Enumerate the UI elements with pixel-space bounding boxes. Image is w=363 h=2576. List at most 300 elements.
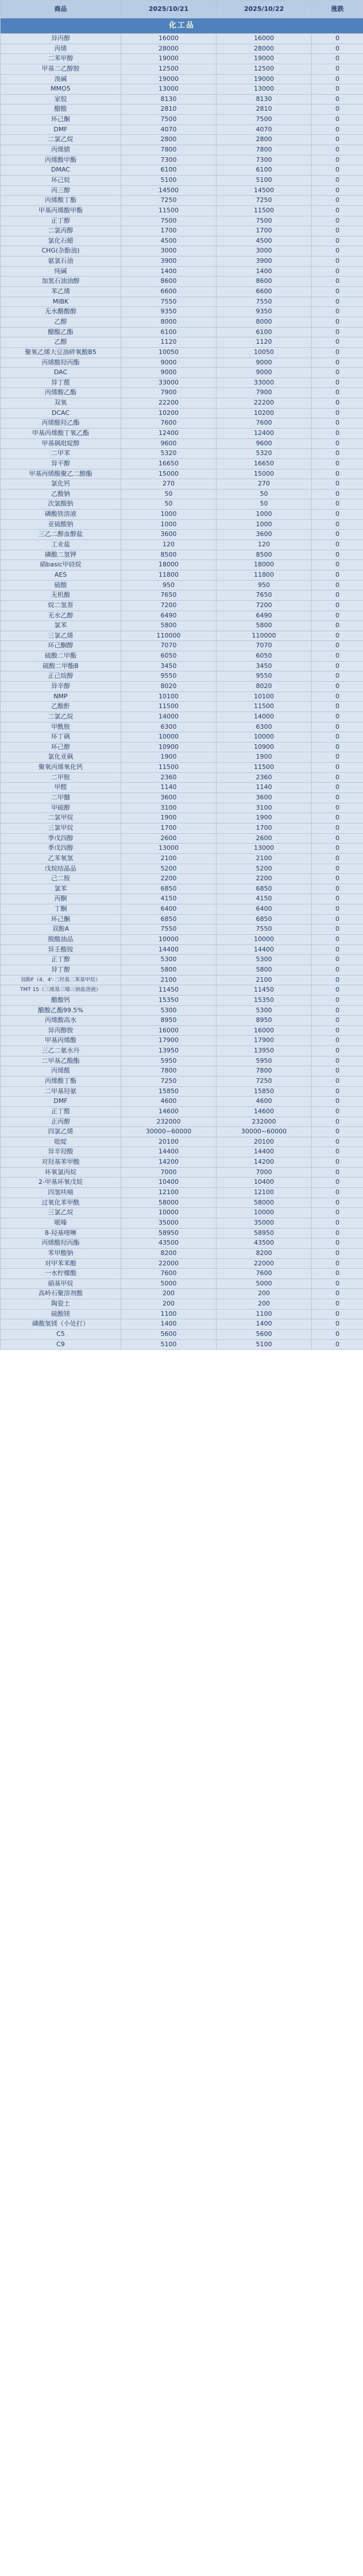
cell-price-day2: 1120 xyxy=(217,337,312,348)
cell-change: 0 xyxy=(312,277,363,287)
table-row xyxy=(1,155,363,165)
table-row xyxy=(1,975,363,985)
cell-price-day2: 270 xyxy=(217,479,312,489)
table-row xyxy=(1,813,363,823)
table-row xyxy=(1,185,363,196)
cell-product-name: 三氯乙烯 xyxy=(1,631,121,641)
cell-change: 0 xyxy=(312,165,363,176)
cell-product-name: 聚氧丙烯氧化钙 xyxy=(1,763,121,773)
cell-price-day1: 1000 xyxy=(121,519,217,530)
cell-change: 0 xyxy=(312,1330,363,1340)
cell-product-name: 乙酸钠 xyxy=(1,489,121,499)
cell-product-name: 甲基丙烯酸甲酯 xyxy=(1,205,121,216)
cell-product-name: 一水柠檬酸 xyxy=(1,1269,121,1279)
cell-change: 0 xyxy=(312,783,363,793)
table-row xyxy=(1,246,363,257)
table-row xyxy=(1,884,363,894)
header-date-1: 2025/10/21 xyxy=(121,1,217,18)
table-row xyxy=(1,277,363,287)
table-row xyxy=(1,874,363,884)
cell-change: 0 xyxy=(312,570,363,580)
table-row xyxy=(1,803,363,813)
cell-price-day2: 5800 xyxy=(217,621,312,631)
table-row xyxy=(1,449,363,459)
cell-product-name: CHG(杂酚油) xyxy=(1,246,121,257)
cell-price-day2: 6100 xyxy=(217,165,312,176)
cell-change: 0 xyxy=(312,600,363,611)
cell-price-day1: 17900 xyxy=(121,1036,217,1046)
cell-price-day1: 15000 xyxy=(121,469,217,479)
cell-price-day1: 6850 xyxy=(121,914,217,924)
cell-price-day1: 8020 xyxy=(121,682,217,692)
table-row xyxy=(1,1330,363,1340)
table-row xyxy=(1,1178,363,1188)
cell-product-name: 硫酸二甲酯 xyxy=(1,651,121,662)
cell-product-name: 丙三醇 xyxy=(1,185,121,196)
table-row xyxy=(1,570,363,580)
cell-change: 0 xyxy=(312,246,363,257)
cell-change: 0 xyxy=(312,631,363,641)
cell-product-name: 苯甲酸钠 xyxy=(1,1248,121,1258)
cell-product-name: 丙烯酸丁酯 xyxy=(1,1076,121,1086)
cell-price-day1: 9600 xyxy=(121,438,217,449)
cell-change: 0 xyxy=(312,1188,363,1198)
cell-price-day1: 5950 xyxy=(121,1056,217,1066)
table-row xyxy=(1,327,363,337)
cell-price-day2: 1900 xyxy=(217,813,312,823)
cell-product-name: 磷酸铁溶液 xyxy=(1,510,121,520)
table-row xyxy=(1,236,363,246)
cell-product-name: DCAC xyxy=(1,408,121,418)
cell-price-day2: 5300 xyxy=(217,1005,312,1016)
cell-price-day2: 2200 xyxy=(217,874,312,884)
cell-price-day1: 3100 xyxy=(121,803,217,813)
cell-product-name: 氯化石蜡 xyxy=(1,236,121,246)
cell-change: 0 xyxy=(312,1178,363,1188)
cell-change: 0 xyxy=(312,317,363,327)
cell-change: 0 xyxy=(312,763,363,773)
cell-price-day1: 11500 xyxy=(121,702,217,712)
cell-product-name: 二甲醚 xyxy=(1,793,121,803)
cell-product-name: 二氯丙醇 xyxy=(1,226,121,236)
cell-product-name: TMT 15（三巯基三嗪三钠盐溶液） xyxy=(1,985,121,996)
cell-product-name: 溴碱 xyxy=(1,74,121,84)
cell-change: 0 xyxy=(312,358,363,368)
cell-price-day2: 28000 xyxy=(217,44,312,54)
cell-product-name: 硫酸二甲酯B xyxy=(1,661,121,671)
table-row xyxy=(1,1228,363,1238)
table-row xyxy=(1,135,363,145)
table-row xyxy=(1,287,363,297)
cell-product-name: 烷二氢萘 xyxy=(1,600,121,611)
cell-price-day2: 5320 xyxy=(217,449,312,459)
cell-change: 0 xyxy=(312,1279,363,1289)
cell-price-day2: 950 xyxy=(217,580,312,590)
cell-price-day2: 9000 xyxy=(217,358,312,368)
cell-price-day1: 2100 xyxy=(121,975,217,985)
cell-change: 0 xyxy=(312,1016,363,1026)
cell-price-day1: 8130 xyxy=(121,94,217,104)
cell-price-day1: 16650 xyxy=(121,459,217,469)
cell-product-name: 磷酸氢镁（小处打） xyxy=(1,1319,121,1330)
table-header-row xyxy=(1,1,363,18)
cell-change: 0 xyxy=(312,307,363,317)
cell-price-day1: 3000 xyxy=(121,246,217,257)
cell-product-name: 加氢石油油醇 xyxy=(1,277,121,287)
cell-price-day1: 14400 xyxy=(121,1147,217,1157)
cell-price-day2: 7800 xyxy=(217,145,312,156)
table-row xyxy=(1,398,363,409)
cell-price-day2: 4150 xyxy=(217,894,312,904)
table-row xyxy=(1,165,363,176)
cell-change: 0 xyxy=(312,1167,363,1178)
cell-change: 0 xyxy=(312,813,363,823)
table-row xyxy=(1,44,363,54)
cell-price-day1: 1700 xyxy=(121,226,217,236)
table-row xyxy=(1,115,363,125)
cell-product-name: 丙烯酸高水 xyxy=(1,1016,121,1026)
table-row xyxy=(1,1086,363,1097)
cell-change: 0 xyxy=(312,823,363,833)
cell-change: 0 xyxy=(312,1228,363,1238)
table-row xyxy=(1,772,363,783)
cell-product-name: 二氯乙烷 xyxy=(1,712,121,722)
table-row xyxy=(1,894,363,904)
cell-change: 0 xyxy=(312,742,363,752)
cell-product-name: 双酚A xyxy=(1,924,121,935)
cell-change: 0 xyxy=(312,844,363,854)
table-row xyxy=(1,307,363,317)
cell-price-day2: 2810 xyxy=(217,104,312,115)
table-row xyxy=(1,489,363,499)
cell-price-day2: 6400 xyxy=(217,904,312,915)
cell-price-day1: 7070 xyxy=(121,641,217,651)
cell-change: 0 xyxy=(312,418,363,429)
cell-product-name: 四氢呋喃 xyxy=(1,1188,121,1198)
cell-price-day2: 2360 xyxy=(217,772,312,783)
cell-price-day2: 7600 xyxy=(217,418,312,429)
cell-price-day2: 10100 xyxy=(217,691,312,702)
cell-change: 0 xyxy=(312,691,363,702)
cell-price-day1: 6850 xyxy=(121,884,217,894)
cell-price-day1: 18000 xyxy=(121,560,217,570)
cell-change: 0 xyxy=(312,1147,363,1157)
cell-price-day1: 35000 xyxy=(121,1218,217,1228)
cell-change: 0 xyxy=(312,135,363,145)
cell-price-day1: 950 xyxy=(121,580,217,590)
table-row xyxy=(1,651,363,662)
table-row xyxy=(1,1339,363,1350)
cell-price-day1: 10000 xyxy=(121,732,217,743)
cell-price-day2: 7000 xyxy=(217,1167,312,1178)
cell-product-name: 二氯乙烷 xyxy=(1,135,121,145)
cell-price-day2: 11500 xyxy=(217,205,312,216)
cell-price-day2: 50 xyxy=(217,489,312,499)
cell-change: 0 xyxy=(312,378,363,388)
cell-price-day1: 9000 xyxy=(121,368,217,378)
cell-price-day1: 5300 xyxy=(121,955,217,965)
cell-price-day2: 3100 xyxy=(217,803,312,813)
cell-price-day1: 14400 xyxy=(121,945,217,955)
cell-price-day2: 7600 xyxy=(217,1269,312,1279)
cell-price-day2: 50 xyxy=(217,499,312,510)
table-row xyxy=(1,722,363,732)
cell-change: 0 xyxy=(312,489,363,499)
cell-product-name: 异壬酸铵 xyxy=(1,945,121,955)
cell-price-day2: 6300 xyxy=(217,722,312,732)
cell-price-day1: 1120 xyxy=(121,337,217,348)
cell-product-name: DAC xyxy=(1,368,121,378)
cell-product-name: 丙烯酸羟乙酯 xyxy=(1,418,121,429)
table-row xyxy=(1,752,363,763)
table-row xyxy=(1,226,363,236)
cell-product-name: 醋酸钙 xyxy=(1,995,121,1005)
cell-product-name: 甲基丙烯酸丁氧乙酯 xyxy=(1,428,121,438)
cell-change: 0 xyxy=(312,985,363,996)
table-row xyxy=(1,34,363,44)
cell-price-day2: 16000 xyxy=(217,1025,312,1036)
cell-change: 0 xyxy=(312,965,363,975)
cell-price-day2: 10000 xyxy=(217,935,312,945)
cell-price-day1: 9550 xyxy=(121,671,217,682)
table-row xyxy=(1,519,363,530)
table-row xyxy=(1,459,363,469)
cell-price-day1: 1900 xyxy=(121,752,217,763)
cell-product-name: 陶瓷土 xyxy=(1,1299,121,1310)
cell-product-name: 氯化亚砜 xyxy=(1,752,121,763)
cell-product-name: 纯碱 xyxy=(1,266,121,277)
cell-price-day2: 15350 xyxy=(217,995,312,1005)
cell-price-day2: 232000 xyxy=(217,1117,312,1127)
cell-change: 0 xyxy=(312,1238,363,1249)
cell-product-name: 季戊四醇 xyxy=(1,833,121,844)
cell-change: 0 xyxy=(312,772,363,783)
cell-change: 0 xyxy=(312,1208,363,1218)
cell-change: 0 xyxy=(312,388,363,398)
cell-change: 0 xyxy=(312,54,363,64)
cell-price-day2: 7650 xyxy=(217,590,312,601)
cell-price-day1: 19000 xyxy=(121,54,217,64)
table-row xyxy=(1,1147,363,1157)
cell-change: 0 xyxy=(312,611,363,621)
cell-change: 0 xyxy=(312,1127,363,1137)
cell-price-day1: 16000 xyxy=(121,34,217,44)
cell-price-day1: 7250 xyxy=(121,196,217,206)
cell-change: 0 xyxy=(312,125,363,135)
table-row xyxy=(1,378,363,388)
cell-product-name: 丙烯醛 xyxy=(1,1066,121,1077)
table-row xyxy=(1,904,363,915)
cell-product-name: 苯乙烯 xyxy=(1,287,121,297)
table-row xyxy=(1,94,363,104)
cell-product-name: 异辛羟酸 xyxy=(1,1147,121,1157)
cell-price-day2: 2100 xyxy=(217,975,312,985)
cell-product-name: 异丙醇 xyxy=(1,34,121,44)
cell-product-name: DMF xyxy=(1,1097,121,1107)
cell-price-day1: 19000 xyxy=(121,74,217,84)
cell-price-day2: 7070 xyxy=(217,641,312,651)
cell-price-day2: 200 xyxy=(217,1289,312,1299)
table-row xyxy=(1,347,363,358)
cell-price-day2: 5200 xyxy=(217,864,312,874)
table-body xyxy=(1,18,363,1350)
cell-change: 0 xyxy=(312,94,363,104)
cell-product-name: 异丁醛 xyxy=(1,378,121,388)
cell-price-day1: 11500 xyxy=(121,763,217,773)
cell-price-day1: 10200 xyxy=(121,408,217,418)
cell-change: 0 xyxy=(312,1117,363,1127)
cell-price-day2: 10400 xyxy=(217,1178,312,1188)
cell-change: 0 xyxy=(312,175,363,185)
cell-product-name: MMO5 xyxy=(1,84,121,95)
cell-price-day2: 6050 xyxy=(217,651,312,662)
cell-price-day2: 22000 xyxy=(217,1258,312,1269)
cell-price-day2: 10050 xyxy=(217,347,312,358)
cell-price-day1: 58950 xyxy=(121,1228,217,1238)
table-row xyxy=(1,793,363,803)
cell-price-day2: 10900 xyxy=(217,742,312,752)
cell-product-name: C5 xyxy=(1,1330,121,1340)
cell-price-day2: 12100 xyxy=(217,1188,312,1198)
table-row xyxy=(1,590,363,601)
table-row xyxy=(1,732,363,743)
table-row xyxy=(1,712,363,722)
cell-change: 0 xyxy=(312,580,363,590)
table-row xyxy=(1,257,363,267)
cell-price-day2: 14500 xyxy=(217,185,312,196)
cell-price-day2: 19000 xyxy=(217,74,312,84)
table-row xyxy=(1,1309,363,1319)
cell-price-day1: 2360 xyxy=(121,772,217,783)
cell-change: 0 xyxy=(312,205,363,216)
table-row xyxy=(1,1258,363,1269)
cell-price-day1: 8000 xyxy=(121,317,217,327)
table-row xyxy=(1,631,363,641)
table-row xyxy=(1,1248,363,1258)
cell-price-day1: 6050 xyxy=(121,651,217,662)
cell-change: 0 xyxy=(312,469,363,479)
table-row xyxy=(1,1299,363,1310)
table-row xyxy=(1,833,363,844)
cell-price-day1: 5200 xyxy=(121,864,217,874)
cell-price-day1: 7550 xyxy=(121,297,217,307)
cell-change: 0 xyxy=(312,894,363,904)
cell-price-day1: 6100 xyxy=(121,165,217,176)
cell-change: 0 xyxy=(312,438,363,449)
table-row xyxy=(1,104,363,115)
cell-price-day1: 7650 xyxy=(121,590,217,601)
cell-price-day2: 7500 xyxy=(217,115,312,125)
cell-change: 0 xyxy=(312,1025,363,1036)
cell-product-name: 氯化钙 xyxy=(1,479,121,489)
cell-price-day1: 5800 xyxy=(121,621,217,631)
table-row xyxy=(1,1106,363,1117)
cell-price-day1: 7800 xyxy=(121,145,217,156)
cell-change: 0 xyxy=(312,712,363,722)
cell-product-name: 氨氯石油 xyxy=(1,257,121,267)
table-row xyxy=(1,763,363,773)
table-row xyxy=(1,844,363,854)
cell-price-day1: 8200 xyxy=(121,1248,217,1258)
cell-price-day2: 110000 xyxy=(217,631,312,641)
cell-price-day2: 14400 xyxy=(217,945,312,955)
cell-change: 0 xyxy=(312,1269,363,1279)
cell-product-name: 丙烯酸甲酯 xyxy=(1,155,121,165)
cell-product-name: 甲基砜吡啶醇 xyxy=(1,438,121,449)
cell-change: 0 xyxy=(312,1137,363,1147)
cell-product-name: 三氯甲烷 xyxy=(1,823,121,833)
table-row xyxy=(1,1198,363,1208)
cell-price-day2: 2600 xyxy=(217,833,312,844)
cell-price-day2: 13950 xyxy=(217,1046,312,1056)
cell-change: 0 xyxy=(312,833,363,844)
cell-price-day2: 6490 xyxy=(217,611,312,621)
cell-change: 0 xyxy=(312,104,363,115)
cell-change: 0 xyxy=(312,34,363,44)
cell-price-day1: 8950 xyxy=(121,1016,217,1026)
cell-price-day2: 1400 xyxy=(217,266,312,277)
cell-product-name: 异平醇 xyxy=(1,459,121,469)
cell-price-day1: 8600 xyxy=(121,277,217,287)
cell-price-day2: 9550 xyxy=(217,671,312,682)
table-row xyxy=(1,479,363,489)
cell-product-name: 三乙二氨水丹 xyxy=(1,1046,121,1056)
cell-product-name: 脱酸油品 xyxy=(1,935,121,945)
cell-price-day1: 5100 xyxy=(121,175,217,185)
cell-change: 0 xyxy=(312,732,363,743)
cell-change: 0 xyxy=(312,428,363,438)
cell-product-name: 四氯乙烯 xyxy=(1,1127,121,1137)
table-row xyxy=(1,783,363,793)
cell-price-day2: 5600 xyxy=(217,1330,312,1340)
cell-price-day2: 8950 xyxy=(217,1016,312,1026)
cell-price-day1: 22200 xyxy=(121,398,217,409)
cell-product-name: 甲酰胺 xyxy=(1,722,121,732)
cell-price-day2: 5950 xyxy=(217,1056,312,1066)
cell-price-day1: 7600 xyxy=(121,1269,217,1279)
cell-change: 0 xyxy=(312,1258,363,1269)
cell-product-name: 硝basic甲硅烷 xyxy=(1,560,121,570)
table-row xyxy=(1,175,363,185)
cell-price-day2: 10000 xyxy=(217,1208,312,1218)
table-row xyxy=(1,1056,363,1066)
cell-change: 0 xyxy=(312,479,363,489)
cell-product-name: 聚氧乙烯大豆油碎氧酸B5 xyxy=(1,347,121,358)
table-row xyxy=(1,337,363,348)
cell-price-day2: 10000 xyxy=(217,732,312,743)
cell-price-day2: 11450 xyxy=(217,985,312,996)
cell-price-day1: 5300 xyxy=(121,1005,217,1016)
cell-product-name: 异辛醇 xyxy=(1,682,121,692)
cell-change: 0 xyxy=(312,337,363,348)
cell-product-name: 丙烯酸乙酯 xyxy=(1,388,121,398)
table-row xyxy=(1,955,363,965)
table-row xyxy=(1,368,363,378)
table-row xyxy=(1,205,363,216)
cell-product-name: 三乙二醇血醇盐 xyxy=(1,530,121,540)
cell-change: 0 xyxy=(312,803,363,813)
cell-price-day2: 12400 xyxy=(217,428,312,438)
cell-product-name: 对羟基苯甲酸 xyxy=(1,1157,121,1168)
cell-price-day2: 5000 xyxy=(217,1279,312,1289)
cell-price-day1: 9350 xyxy=(121,307,217,317)
table-row xyxy=(1,266,363,277)
cell-price-day2: 17900 xyxy=(217,1036,312,1046)
cell-change: 0 xyxy=(312,914,363,924)
cell-price-day1: 3900 xyxy=(121,257,217,267)
table-row xyxy=(1,560,363,570)
table-row xyxy=(1,935,363,945)
